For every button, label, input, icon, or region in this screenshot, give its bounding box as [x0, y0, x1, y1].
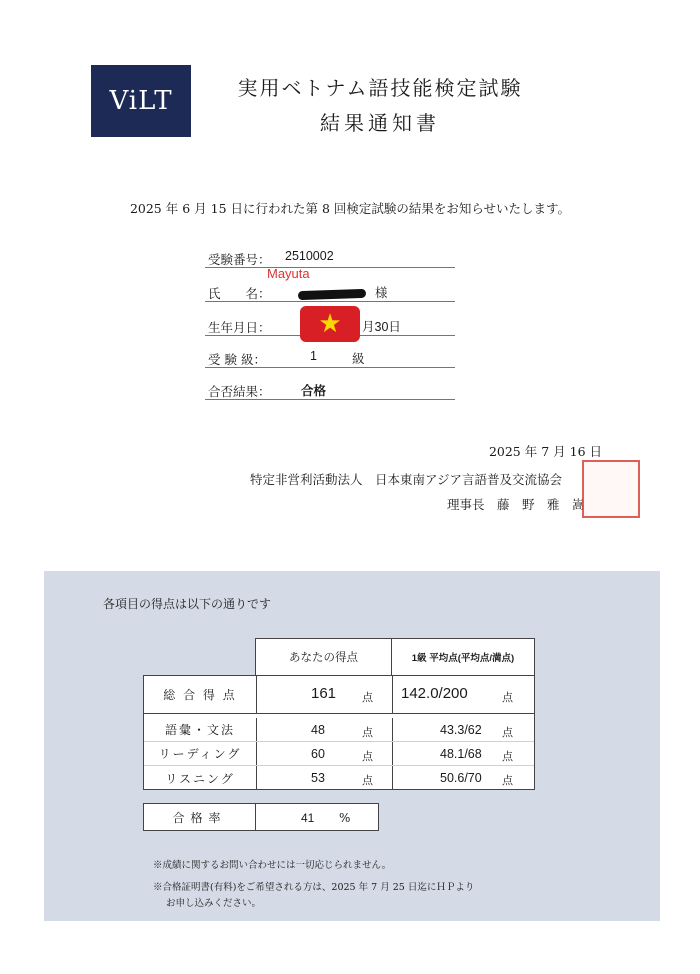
logo-text: ViLT [109, 86, 173, 116]
average-value: 142.0/200 [401, 685, 468, 702]
score-value: 53 [311, 771, 325, 785]
name-redaction [298, 289, 366, 300]
official-seal-stamp [582, 460, 640, 518]
intro-text: 2025 年 6 月 15 日に行われた第 8 回検定試験の結果をお知らせいたします。 [129, 201, 571, 216]
document-title [205, 72, 555, 136]
title-line-1: 実用ベトナム語技能検定試験 [237, 76, 523, 100]
title-line-2: 結果通知書 [320, 111, 440, 135]
note-2: ※合格証明書(有料)をご希望される方は、2025 年 7 月 25 日迄にＨＰより [153, 882, 475, 893]
score-unit: 点 [362, 691, 373, 704]
header-your-score: あなたの得点 [255, 638, 392, 675]
row-label: リスニング [165, 771, 235, 786]
level-unit: 級 [352, 351, 365, 366]
average-unit: 点 [502, 774, 513, 787]
result-row [205, 382, 455, 400]
vietnam-flag-icon: ★ [300, 306, 360, 342]
chairman-name: 理事長 藤 野 雅 嵩 [447, 497, 585, 512]
name-suffix: 様 [375, 285, 388, 300]
name-row [205, 266, 455, 302]
level-label: 受 験 級： [208, 352, 266, 367]
pass-rate-unit: % [339, 811, 351, 825]
table-row-total [144, 676, 534, 714]
score-caption: 各項目の得点は以下の通りです [103, 597, 272, 611]
table-row [144, 766, 534, 790]
score-unit: 点 [362, 726, 373, 739]
pass-rate-label: 合格率 [144, 804, 256, 830]
header-average: 1級 平均点(平均点/満点) [392, 638, 535, 675]
note-1: ※成績に関するお問い合わせには一切応じられません。 [153, 860, 392, 871]
average-unit: 点 [502, 691, 513, 704]
row-label: 語彙・文法 [164, 723, 235, 737]
table-row [144, 742, 534, 766]
average-value: 48.1/68 [440, 747, 482, 761]
row-label: 総 合 得 点 [163, 688, 237, 702]
name-overlay-text: Mayuta [267, 266, 310, 281]
average-value: 43.3/62 [440, 723, 482, 737]
vilt-logo [91, 65, 191, 137]
score-value: 60 [311, 747, 325, 761]
exam-number-row [205, 250, 455, 268]
row-label: リーディング [158, 747, 242, 761]
level-value: 1 [310, 349, 317, 363]
result-value: 合格 [301, 384, 327, 398]
birth-label: 生年月日： [208, 320, 271, 335]
issue-date: 2025 年 7 月 16 日 [488, 444, 602, 459]
table-row [144, 718, 534, 742]
birth-row [205, 309, 455, 339]
score-unit: 点 [362, 750, 373, 763]
average-value: 50.6/70 [440, 771, 482, 785]
pass-rate-box [143, 803, 379, 831]
average-unit: 点 [502, 726, 513, 739]
score-table [143, 675, 535, 790]
level-row [205, 350, 455, 368]
average-unit: 点 [502, 750, 513, 763]
organization-name: 特定非営利活動法人 日本東南アジア言語普及交流協会 [250, 472, 563, 487]
score-value: 48 [311, 723, 325, 737]
exam-number-label: 受験番号： [208, 252, 271, 267]
birth-visible: 月30日 [362, 320, 401, 334]
name-label: 氏 名： [208, 286, 271, 301]
score-unit: 点 [362, 774, 373, 787]
result-label: 合否結果： [208, 384, 271, 399]
score-value: 161 [311, 685, 337, 702]
pass-rate-value: 41 [301, 811, 315, 825]
note-3: お申し込みください。 [166, 898, 262, 909]
exam-number-value: 2510002 [285, 249, 334, 263]
